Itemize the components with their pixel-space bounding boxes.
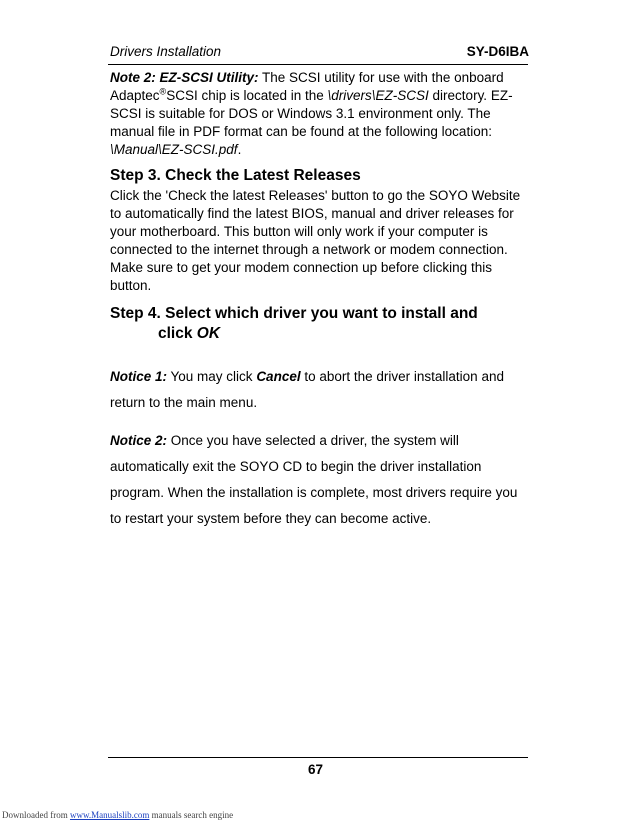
- footer-suffix: manuals search engine: [149, 810, 234, 820]
- step3-body: Click the 'Check the latest Releases' button to go the SOYO Website to automatically find the latest BIOS, manual and driver releases for your motherboard. This button will only work if your computer is connected to the internet through a network or modem connection. Make sure to get your modem connection up before clicking this button.: [110, 188, 521, 293]
- registered-mark: ®: [159, 86, 167, 97]
- download-footer: [2, 810, 233, 820]
- step3-heading: Step 3. Check the Latest Releases: [110, 167, 361, 184]
- notice1-paragraph: [110, 364, 530, 416]
- note2-text4: .: [237, 142, 242, 157]
- manualslib-link[interactable]: www.Manualslib.com: [69, 810, 150, 820]
- header-model: SY-D6IBA: [466, 44, 529, 59]
- footer-prefix: Downloaded from: [2, 810, 70, 820]
- note2-manual-path: \Manual\EZ-SCSI.pdf: [110, 142, 238, 157]
- footer-divider: [108, 757, 528, 758]
- notice2-text: Once you have selected a driver, the system will automatically exit the SOYO CD to begin the driver installation program. When the installation is complete, most drivers require you to restart your system before they can become active.: [110, 433, 518, 526]
- page-number: 67: [308, 762, 324, 777]
- header-section-title: Drivers Installation: [110, 44, 222, 59]
- step4-heading-line2: [110, 324, 478, 344]
- note2-drivers-path: \drivers\EZ-SCSI: [327, 88, 429, 103]
- note2-text1: The SCSI utility for use with the onboard Adaptec: [110, 70, 504, 103]
- step4-heading: [110, 304, 478, 344]
- notice2-label: Notice 2:: [110, 433, 168, 448]
- notice1-cancel-word: Cancel: [256, 369, 301, 384]
- notice1-text2: to abort the driver installation and return to the main menu.: [110, 369, 504, 410]
- note2-paragraph: [110, 69, 530, 159]
- header-divider: [108, 64, 528, 65]
- notice1-label: Notice 1:: [110, 369, 168, 384]
- step4-ok-word: OK: [196, 325, 221, 342]
- note2-label: Note 2: EZ-SCSI Utility:: [110, 70, 259, 85]
- step4-click-text: click: [158, 325, 197, 342]
- step4-heading-line1: Step 4. Select which driver you want to install and: [110, 305, 478, 322]
- note2-text3: directory. EZ-SCSI is suitable for DOS or Windows 3.1 environment only. The manual file in PDF format can be found at the following location:: [110, 88, 513, 139]
- note2-text2: SCSI chip is located in the: [166, 88, 328, 103]
- notice2-paragraph: [110, 428, 530, 532]
- notice1-text1: You may click: [167, 369, 257, 384]
